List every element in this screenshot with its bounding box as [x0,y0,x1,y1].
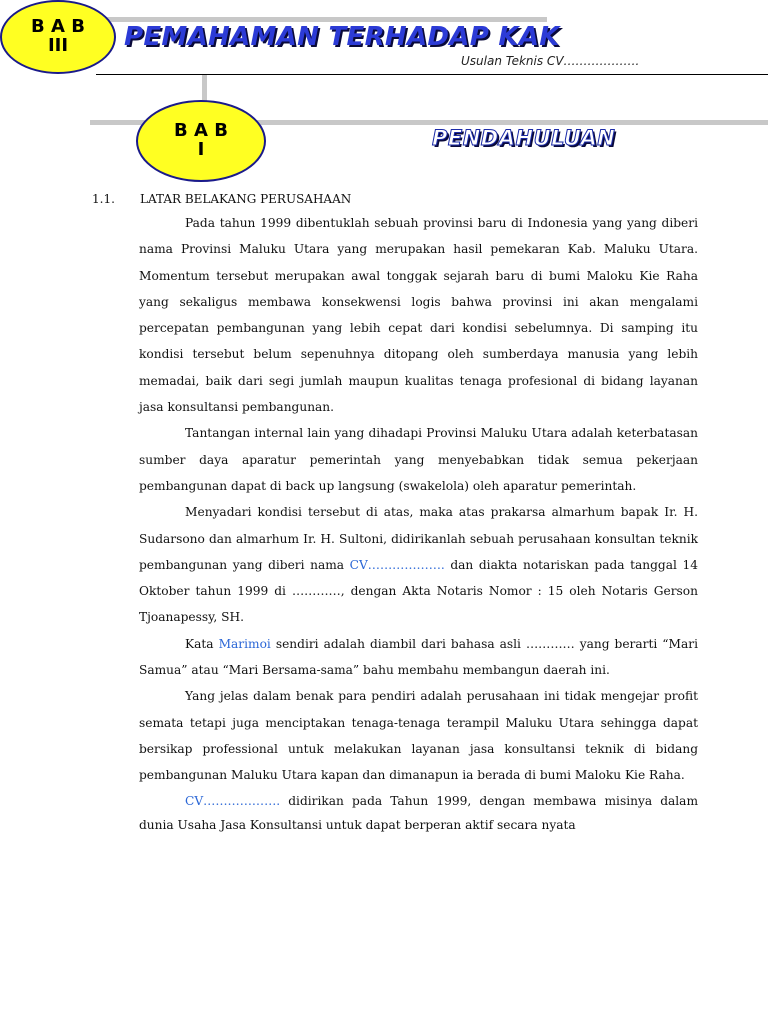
header-divider [96,74,768,75]
chapter-badge-line2: I [197,139,205,160]
chapter-badge-top-line1: B A B [31,16,85,38]
chapter-title: PENDAHULUAN [432,126,616,150]
section-number: 1.1. [92,192,115,206]
paragraph-3-text-a: Menyadari kondisi tersebut di atas, maka atas prakarsa almarhum bapak Ir. H. Sudarsono dan almarhum Ir. H. Sultoni, didirikanlah sebuah perusahaan konsultan teknik pembangunan yang diberi nama [139,505,698,572]
paragraph-1: Pada tahun 1999 dibentuklah sebuah provinsi baru di Indonesia yang yang diberi nama Provinsi Maluku Utara yang merupakan hasil pemekaran Kab. Maluku Utara. Momentum tersebut merupakan awal tonggak sejarah baru di bumi Maloku Kie Raha yang sekaligus membawa konsekwensi logis bahwa provinsi ini akan mengalami percepatan pembangunan yang lebih cepat dari kondisi sebelumnya. Di samping itu kondisi tersebut belum sepenuhnya ditopang oleh sumberdaya manusia yang lebih memadai, baik dari segi jumlah maupun kualitas tenaga profesional di bidang layanan jasa konsultansi pembangunan. [139,216,698,415]
page-title: PEMAHAMAN TERHADAP KAK [124,22,560,52]
marimoi-link[interactable]: Marimoi [218,636,271,651]
paragraph-4-text-a: Kata [185,636,219,651]
document-body [139,210,698,837]
section-title: LATAR BELAKANG PERUSAHAAN [140,192,352,206]
paragraph-4-text-b: sendiri adalah diambil dari bahasa asli ………… yang berarti “Mari Samua” atau “Mari Bersama-sama” bahu membahu membangun daerah ini. [139,636,698,678]
paragraph-6-text: didirikan pada Tahun 1999, dengan membawa misinya dalam dunia Usaha Jasa Konsultansi untuk dapat berperan aktif secara nyata [139,793,698,832]
paragraph-4 [139,631,698,684]
connector-rule [202,75,207,102]
chapter-badge-top [0,0,116,74]
proposal-label: Usulan Teknis CV………………. [461,54,640,68]
paragraph-3-text-b: dan diakta notariskan pada tanggal 14 Oktober tahun 1999 di …………, dengan Akta Notaris Nomor : 15 oleh Notaris Gerson Tjoanapessy, SH. [139,557,698,625]
chapter-badge [136,100,266,182]
paragraph-2: Tantangan internal lain yang dihadapi Provinsi Maluku Utara adalah keterbatasan sumber daya aparatur pemerintah yang menyebabkan tidak semua pekerjaan pembangunan dapat di back up langsung (swakelola) oleh aparatur pemerintah. [139,426,698,493]
company-name-link[interactable]: CV………………. [349,557,445,572]
chapter-badge-line1: B A B [174,120,228,142]
paragraph-5: Yang jelas dalam benak para pendiri adalah perusahaan ini tidak mengejar profit semata tetapi juga menciptakan tenaga-tenaga terampil Maluku Utara sehingga dapat bersikap professional untuk melakukan layanan jasa konsultansi teknik di bidang pembangunan Maluku Utara kapan dan dimanapun ia berada di bumi Maloku Kie Raha. [139,689,698,783]
paragraph-6 [139,789,698,837]
chapter-badge-top-line2: III [47,35,69,56]
section-heading [92,192,351,206]
company-name-link-2[interactable]: CV………………. [185,793,281,808]
paragraph-3 [139,499,698,630]
